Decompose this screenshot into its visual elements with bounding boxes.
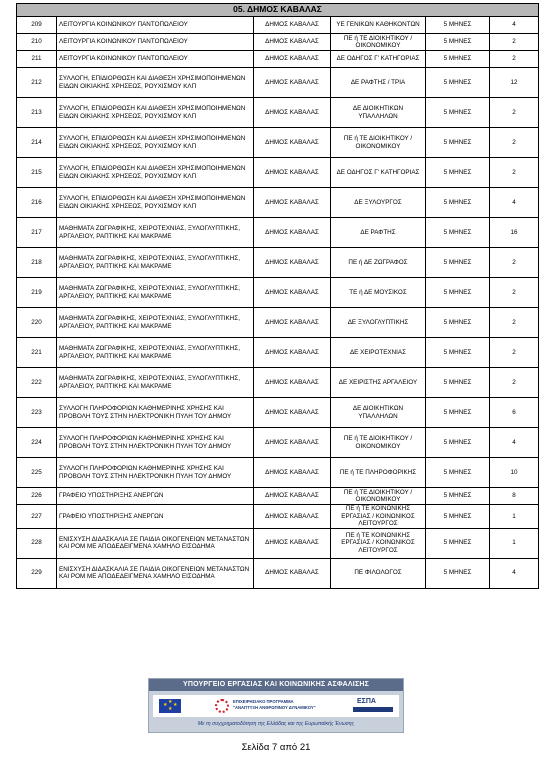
program-name: ΓΡΑΦΕΙΟ ΥΠΟΣΤΗΡΙΞΗΣ ΑΝΕΡΓΩΝ: [57, 488, 254, 505]
specialty: ΔΕ ΟΔΗΓΟΣ Γ' ΚΑΤΗΓΟΡΙΑΣ: [331, 158, 426, 188]
position-count: 2: [490, 338, 539, 368]
cofinancing-note: Με τη συγχρηματοδότηση της Ελλάδας και της Ευρωπαϊκής Ένωσης: [197, 721, 355, 727]
agency-name: ΔΗΜΟΣ ΚΑΒΑΛΑΣ: [254, 428, 331, 458]
specialty: ΤΕ ή ΔΕ ΜΟΥΣΙΚΟΣ: [331, 278, 426, 308]
row-number: 220: [17, 308, 57, 338]
duration: 5 ΜΗΝΕΣ: [426, 218, 490, 248]
position-count: 4: [490, 17, 539, 34]
table-row: [17, 558, 539, 588]
row-number: 222: [17, 368, 57, 398]
agency-name: ΔΗΜΟΣ ΚΑΒΑΛΑΣ: [254, 505, 331, 529]
row-number: 224: [17, 428, 57, 458]
position-count: 1: [490, 528, 539, 558]
agency-name: ΔΗΜΟΣ ΚΑΒΑΛΑΣ: [254, 528, 331, 558]
program-name: ΣΥΛΛΟΓΗ, ΕΠΙΔΙΟΡΘΩΣΗ ΚΑΙ ΔΙΑΘΕΣΗ ΧΡΗΣΙΜΟΠΟΙΗΜΕΝΩΝ ΕΙΔΩΝ ΟΙΚΙΑΚΗΣ ΧΡΗΣΕΩΣ, ΡΟΥΧΙΣΜΟΥ ΚΛΠ: [57, 68, 254, 98]
duration: 5 ΜΗΝΕΣ: [426, 34, 490, 51]
agency-name: ΔΗΜΟΣ ΚΑΒΑΛΑΣ: [254, 458, 331, 488]
eu-flag-icon: ★ ★ ★ ★: [159, 699, 181, 713]
table-row: [17, 17, 539, 34]
agency-name: ΔΗΜΟΣ ΚΑΒΑΛΑΣ: [254, 338, 331, 368]
duration: 5 ΜΗΝΕΣ: [426, 528, 490, 558]
programme-name: "ΑΝΑΠΤΥΞΗ ΑΝΘΡΩΠΙΝΟΥ ΔΥΝΑΜΙΚΟΥ": [233, 705, 316, 710]
agency-name: ΔΗΜΟΣ ΚΑΒΑΛΑΣ: [254, 558, 331, 588]
row-number: 217: [17, 218, 57, 248]
agency-name: ΔΗΜΟΣ ΚΑΒΑΛΑΣ: [254, 218, 331, 248]
position-count: 8: [490, 488, 539, 505]
programme-mark-icon: [215, 699, 229, 713]
position-count: 10: [490, 458, 539, 488]
duration: 5 ΜΗΝΕΣ: [426, 338, 490, 368]
row-number: 227: [17, 505, 57, 529]
duration: 5 ΜΗΝΕΣ: [426, 68, 490, 98]
table-row: [17, 68, 539, 98]
row-number: 209: [17, 17, 57, 34]
duration: 5 ΜΗΝΕΣ: [426, 158, 490, 188]
duration: 5 ΜΗΝΕΣ: [426, 51, 490, 68]
program-name: ΕΝΙΣΧΥΣΗ ΔΙΔΑΣΚΑΛΙΑ ΣΕ ΠΑΙΔΙΑ ΟΙΚΟΓΕΝΕΙΩΝ ΜΕΤΑΝΑΣΤΩΝ ΚΑΙ ΡΟΜ ΜΕ ΑΠΟΔΕΔΕΙΓΜΕΝΑ ΧΑΜΗΛΟ ΕΙΣΟΔΗΜΑ: [57, 528, 254, 558]
position-count: 16: [490, 218, 539, 248]
duration: 5 ΜΗΝΕΣ: [426, 188, 490, 218]
duration: 5 ΜΗΝΕΣ: [426, 128, 490, 158]
agency-name: ΔΗΜΟΣ ΚΑΒΑΛΑΣ: [254, 128, 331, 158]
duration: 5 ΜΗΝΕΣ: [426, 458, 490, 488]
position-count: 4: [490, 188, 539, 218]
program-name: ΓΡΑΦΕΙΟ ΥΠΟΣΤΗΡΙΞΗΣ ΑΝΕΡΓΩΝ: [57, 505, 254, 529]
specialty: ΔΕ ΞΥΛΟΓΛΥΠΤΙΚΗΣ: [331, 308, 426, 338]
program-name: ΛΕΙΤΟΥΡΓΙΑ ΚΟΙΝΩΝΙΚΟΥ ΠΑΝΤΟΠΩΛΕΙΟΥ: [57, 51, 254, 68]
program-name: ΣΥΛΛΟΓΗ ΠΛΗΡΟΦΟΡΙΩΝ ΚΑΘΗΜΕΡΙΝΗΣ ΧΡΗΣΗΣ ΚΑΙ ΠΡΟΒΟΛΗ ΤΟΥΣ ΣΤΗΝ ΗΛΕΚΤΡΟΝΙΚΗ ΠΥΛΗ ΤΟΥ ΔΗΜΟΥ: [57, 458, 254, 488]
row-number: 225: [17, 458, 57, 488]
table-row: [17, 428, 539, 458]
row-number: 215: [17, 158, 57, 188]
table-row: [17, 218, 539, 248]
position-count: 2: [490, 128, 539, 158]
specialty: ΔΕ ΧΕΙΡΟΤΕΧΝΙΑΣ: [331, 338, 426, 368]
table-row: [17, 188, 539, 218]
table-row: [17, 98, 539, 128]
row-number: 221: [17, 338, 57, 368]
page-number: Σελίδα 7 από 21: [241, 742, 311, 753]
position-count: 2: [490, 51, 539, 68]
specialty: ΠΕ ή ΤΕ ΠΛΗΡΟΦΟΡΙΚΗΣ: [331, 458, 426, 488]
program-name: ΛΕΙΤΟΥΡΓΙΑ ΚΟΙΝΩΝΙΚΟΥ ΠΑΝΤΟΠΩΛΕΙΟΥ: [57, 17, 254, 34]
duration: 5 ΜΗΝΕΣ: [426, 505, 490, 529]
table-row: [17, 128, 539, 158]
row-number: 226: [17, 488, 57, 505]
specialty: ΔΕ ΡΑΦΤΗΣ: [331, 218, 426, 248]
espa-bar: [353, 707, 393, 712]
specialty: ΔΕ ΔΙΟΙΚΗΤΙΚΩΝ ΥΠΑΛΛΗΛΩΝ: [331, 98, 426, 128]
row-number: 228: [17, 528, 57, 558]
row-number: 211: [17, 51, 57, 68]
program-name: ΣΥΛΛΟΓΗ, ΕΠΙΔΙΟΡΘΩΣΗ ΚΑΙ ΔΙΑΘΕΣΗ ΧΡΗΣΙΜΟΠΟΙΗΜΕΝΩΝ ΕΙΔΩΝ ΟΙΚΙΑΚΗΣ ΧΡΗΣΕΩΣ, ΡΟΥΧΙΣΜΟΥ ΚΛΠ: [57, 158, 254, 188]
table-row: [17, 308, 539, 338]
duration: 5 ΜΗΝΕΣ: [426, 248, 490, 278]
program-name: ΜΑΘΗΜΑΤΑ ΖΩΓΡΑΦΙΚΗΣ, ΧΕΙΡΟΤΕΧΝΙΑΣ, ΞΥΛΟΓΛΥΠΤΙΚΗΣ, ΑΡΓΑΛΕΙΟΥ, ΡΑΠΤΙΚΗΣ ΚΑΙ ΜΑΚΡΑΜΕ: [57, 308, 254, 338]
table-title: 05. ΔΗΜΟΣ ΚΑΒΑΛΑΣ: [17, 4, 539, 17]
duration: 5 ΜΗΝΕΣ: [426, 98, 490, 128]
position-count: 4: [490, 428, 539, 458]
table-row: [17, 528, 539, 558]
duration: 5 ΜΗΝΕΣ: [426, 558, 490, 588]
position-count: 2: [490, 368, 539, 398]
program-name: ΣΥΛΛΟΓΗ, ΕΠΙΔΙΟΡΘΩΣΗ ΚΑΙ ΔΙΑΘΕΣΗ ΧΡΗΣΙΜΟΠΟΙΗΜΕΝΩΝ ΕΙΔΩΝ ΟΙΚΙΑΚΗΣ ΧΡΗΣΕΩΣ, ΡΟΥΧΙΣΜΟΥ ΚΛΠ: [57, 128, 254, 158]
agency-name: ΔΗΜΟΣ ΚΑΒΑΛΑΣ: [254, 188, 331, 218]
row-number: 229: [17, 558, 57, 588]
program-name: ΜΑΘΗΜΑΤΑ ΖΩΓΡΑΦΙΚΗΣ, ΧΕΙΡΟΤΕΧΝΙΑΣ, ΞΥΛΟΓΛΥΠΤΙΚΗΣ, ΑΡΓΑΛΕΙΟΥ, ΡΑΠΤΙΚΗΣ ΚΑΙ ΜΑΚΡΑΜΕ: [57, 338, 254, 368]
funding-banner: [148, 678, 404, 733]
program-name: ΕΝΙΣΧΥΣΗ ΔΙΔΑΣΚΑΛΙΑ ΣΕ ΠΑΙΔΙΑ ΟΙΚΟΓΕΝΕΙΩΝ ΜΕΤΑΝΑΣΤΩΝ ΚΑΙ ΡΟΜ ΜΕ ΑΠΟΔΕΔΕΙΓΜΕΝΑ ΧΑΜΗΛΟ ΕΙΣΟΔΗΜΑ: [57, 558, 254, 588]
specialty: ΔΕ ΟΔΗΓΟΣ Γ' ΚΑΤΗΓΟΡΙΑΣ: [331, 51, 426, 68]
position-count: 2: [490, 248, 539, 278]
specialty: ΠΕ ή ΤΕ ΚΟΙΝΩΝΙΚΗΣ ΕΡΓΑΣΙΑΣ / ΚΟΙΝΩΝΙΚΟΣ ΛΕΙΤΟΥΡΓΟΣ: [331, 528, 426, 558]
specialty: ΔΕ ΧΕΙΡΙΣΤΗΣ ΑΡΓΑΛΕΙΟΥ: [331, 368, 426, 398]
agency-name: ΔΗΜΟΣ ΚΑΒΑΛΑΣ: [254, 34, 331, 51]
agency-name: ΔΗΜΟΣ ΚΑΒΑΛΑΣ: [254, 308, 331, 338]
row-number: 218: [17, 248, 57, 278]
specialty: ΠΕ ή ΤΕ ΔΙΟΙΚΗΤΙΚΟΥ / ΟΙΚΟΝΟΜΙΚΟΥ: [331, 34, 426, 51]
table-row: [17, 368, 539, 398]
specialty: ΥΕ ΓΕΝΙΚΩΝ ΚΑΘΗΚΟΝΤΩΝ: [331, 17, 426, 34]
agency-name: ΔΗΜΟΣ ΚΑΒΑΛΑΣ: [254, 98, 331, 128]
program-name: ΣΥΛΛΟΓΗ, ΕΠΙΔΙΟΡΘΩΣΗ ΚΑΙ ΔΙΑΘΕΣΗ ΧΡΗΣΙΜΟΠΟΙΗΜΕΝΩΝ ΕΙΔΩΝ ΟΙΚΙΑΚΗΣ ΧΡΗΣΕΩΣ, ΡΟΥΧΙΣΜΟΥ ΚΛΠ: [57, 188, 254, 218]
table-row: [17, 488, 539, 505]
row-number: 223: [17, 398, 57, 428]
position-count: 1: [490, 505, 539, 529]
table-row: [17, 278, 539, 308]
positions-table: [16, 3, 539, 589]
logo-strip: [153, 695, 399, 717]
agency-name: ΔΗΜΟΣ ΚΑΒΑΛΑΣ: [254, 248, 331, 278]
row-number: 210: [17, 34, 57, 51]
specialty: ΠΕ ή ΤΕ ΔΙΟΙΚΗΤΙΚΟΥ / ΟΙΚΟΝΟΜΙΚΟΥ: [331, 128, 426, 158]
table-title-row: [17, 4, 539, 17]
program-name: ΛΕΙΤΟΥΡΓΙΑ ΚΟΙΝΩΝΙΚΟΥ ΠΑΝΤΟΠΩΛΕΙΟΥ: [57, 34, 254, 51]
table-row: [17, 51, 539, 68]
row-number: 216: [17, 188, 57, 218]
agency-name: ΔΗΜΟΣ ΚΑΒΑΛΑΣ: [254, 51, 331, 68]
position-count: 2: [490, 158, 539, 188]
document-sheet: [16, 3, 538, 589]
row-number: 214: [17, 128, 57, 158]
duration: 5 ΜΗΝΕΣ: [426, 368, 490, 398]
duration: 5 ΜΗΝΕΣ: [426, 428, 490, 458]
agency-name: ΔΗΜΟΣ ΚΑΒΑΛΑΣ: [254, 68, 331, 98]
row-number: 213: [17, 98, 57, 128]
position-count: 2: [490, 278, 539, 308]
position-count: 12: [490, 68, 539, 98]
specialty: ΠΕ ή ΤΕ ΔΙΟΙΚΗΤΙΚΟΥ / ΟΙΚΟΝΟΜΙΚΟΥ: [331, 488, 426, 505]
table-row: [17, 398, 539, 428]
agency-name: ΔΗΜΟΣ ΚΑΒΑΛΑΣ: [254, 158, 331, 188]
position-count: 6: [490, 398, 539, 428]
agency-name: ΔΗΜΟΣ ΚΑΒΑΛΑΣ: [254, 278, 331, 308]
agency-name: ΔΗΜΟΣ ΚΑΒΑΛΑΣ: [254, 488, 331, 505]
espa-logo: [353, 698, 393, 714]
duration: 5 ΜΗΝΕΣ: [426, 17, 490, 34]
program-name: ΜΑΘΗΜΑΤΑ ΖΩΓΡΑΦΙΚΗΣ, ΧΕΙΡΟΤΕΧΝΙΑΣ, ΞΥΛΟΓΛΥΠΤΙΚΗΣ, ΑΡΓΑΛΕΙΟΥ, ΡΑΠΤΙΚΗΣ ΚΑΙ ΜΑΚΡΑΜΕ: [57, 248, 254, 278]
program-name: ΣΥΛΛΟΓΗ ΠΛΗΡΟΦΟΡΙΩΝ ΚΑΘΗΜΕΡΙΝΗΣ ΧΡΗΣΗΣ ΚΑΙ ΠΡΟΒΟΛΗ ΤΟΥΣ ΣΤΗΝ ΗΛΕΚΤΡΟΝΙΚΗ ΠΥΛΗ ΤΟΥ ΔΗΜΟΥ: [57, 428, 254, 458]
programme-label: ΕΠΙΧΕΙΡΗΣΙΑΚΟ ΠΡΟΓΡΑΜΜΑ: [233, 699, 294, 704]
row-number: 212: [17, 68, 57, 98]
table-row: [17, 34, 539, 51]
agency-name: ΔΗΜΟΣ ΚΑΒΑΛΑΣ: [254, 17, 331, 34]
specialty: ΠΕ ή ΤΕ ΔΙΟΙΚΗΤΙΚΟΥ / ΟΙΚΟΝΟΜΙΚΟΥ: [331, 428, 426, 458]
row-number: 219: [17, 278, 57, 308]
position-count: 2: [490, 98, 539, 128]
specialty: ΔΕ ΡΑΦΤΗΣ / ΤΡΙΑ: [331, 68, 426, 98]
table-row: [17, 338, 539, 368]
table-row: [17, 248, 539, 278]
position-count: 2: [490, 308, 539, 338]
specialty: ΠΕ ΦΙΛΟΛΟΓΟΣ: [331, 558, 426, 588]
table-row: [17, 458, 539, 488]
espa-label: ΕΣΠΑ: [357, 698, 376, 705]
position-count: 2: [490, 34, 539, 51]
program-name: ΣΥΛΛΟΓΗ, ΕΠΙΔΙΟΡΘΩΣΗ ΚΑΙ ΔΙΑΘΕΣΗ ΧΡΗΣΙΜΟΠΟΙΗΜΕΝΩΝ ΕΙΔΩΝ ΟΙΚΙΑΚΗΣ ΧΡΗΣΕΩΣ, ΡΟΥΧΙΣΜΟΥ ΚΛΠ: [57, 98, 254, 128]
table-row: [17, 158, 539, 188]
agency-name: ΔΗΜΟΣ ΚΑΒΑΛΑΣ: [254, 368, 331, 398]
duration: 5 ΜΗΝΕΣ: [426, 278, 490, 308]
program-name: ΜΑΘΗΜΑΤΑ ΖΩΓΡΑΦΙΚΗΣ, ΧΕΙΡΟΤΕΧΝΙΑΣ, ΞΥΛΟΓΛΥΠΤΙΚΗΣ, ΑΡΓΑΛΕΙΟΥ, ΡΑΠΤΙΚΗΣ ΚΑΙ ΜΑΚΡΑΜΕ: [57, 368, 254, 398]
program-name: ΣΥΛΛΟΓΗ ΠΛΗΡΟΦΟΡΙΩΝ ΚΑΘΗΜΕΡΙΝΗΣ ΧΡΗΣΗΣ ΚΑΙ ΠΡΟΒΟΛΗ ΤΟΥΣ ΣΤΗΝ ΗΛΕΚΤΡΟΝΙΚΗ ΠΥΛΗ ΤΟΥ ΔΗΜΟΥ: [57, 398, 254, 428]
duration: 5 ΜΗΝΕΣ: [426, 488, 490, 505]
specialty: ΠΕ ή ΤΕ ΚΟΙΝΩΝΙΚΗΣ ΕΡΓΑΣΙΑΣ / ΚΟΙΝΩΝΙΚΟΣ ΛΕΙΤΟΥΡΓΟΣ: [331, 505, 426, 529]
duration: 5 ΜΗΝΕΣ: [426, 398, 490, 428]
specialty: ΔΕ ΔΙΟΙΚΗΤΙΚΩΝ ΥΠΑΛΛΗΛΩΝ: [331, 398, 426, 428]
agency-name: ΔΗΜΟΣ ΚΑΒΑΛΑΣ: [254, 398, 331, 428]
program-name: ΜΑΘΗΜΑΤΑ ΖΩΓΡΑΦΙΚΗΣ, ΧΕΙΡΟΤΕΧΝΙΑΣ, ΞΥΛΟΓΛΥΠΤΙΚΗΣ, ΑΡΓΑΛΕΙΟΥ, ΡΑΠΤΙΚΗΣ ΚΑΙ ΜΑΚΡΑΜΕ: [57, 278, 254, 308]
ministry-title: ΥΠΟΥΡΓΕΙΟ ΕΡΓΑΣΙΑΣ ΚΑΙ ΚΟΙΝΩΝΙΚΗΣ ΑΣΦΑΛΙΣΗΣ: [149, 679, 403, 691]
duration: 5 ΜΗΝΕΣ: [426, 308, 490, 338]
table-row: [17, 505, 539, 529]
operational-programme-logo: [215, 698, 335, 714]
program-name: ΜΑΘΗΜΑΤΑ ΖΩΓΡΑΦΙΚΗΣ, ΧΕΙΡΟΤΕΧΝΙΑΣ, ΞΥΛΟΓΛΥΠΤΙΚΗΣ, ΑΡΓΑΛΕΙΟΥ, ΡΑΠΤΙΚΗΣ ΚΑΙ ΜΑΚΡΑΜΕ: [57, 218, 254, 248]
specialty: ΔΕ ΞΥΛΟΥΡΓΟΣ: [331, 188, 426, 218]
specialty: ΠΕ ή ΔΕ ΖΩΓΡΑΦΟΣ: [331, 248, 426, 278]
position-count: 4: [490, 558, 539, 588]
